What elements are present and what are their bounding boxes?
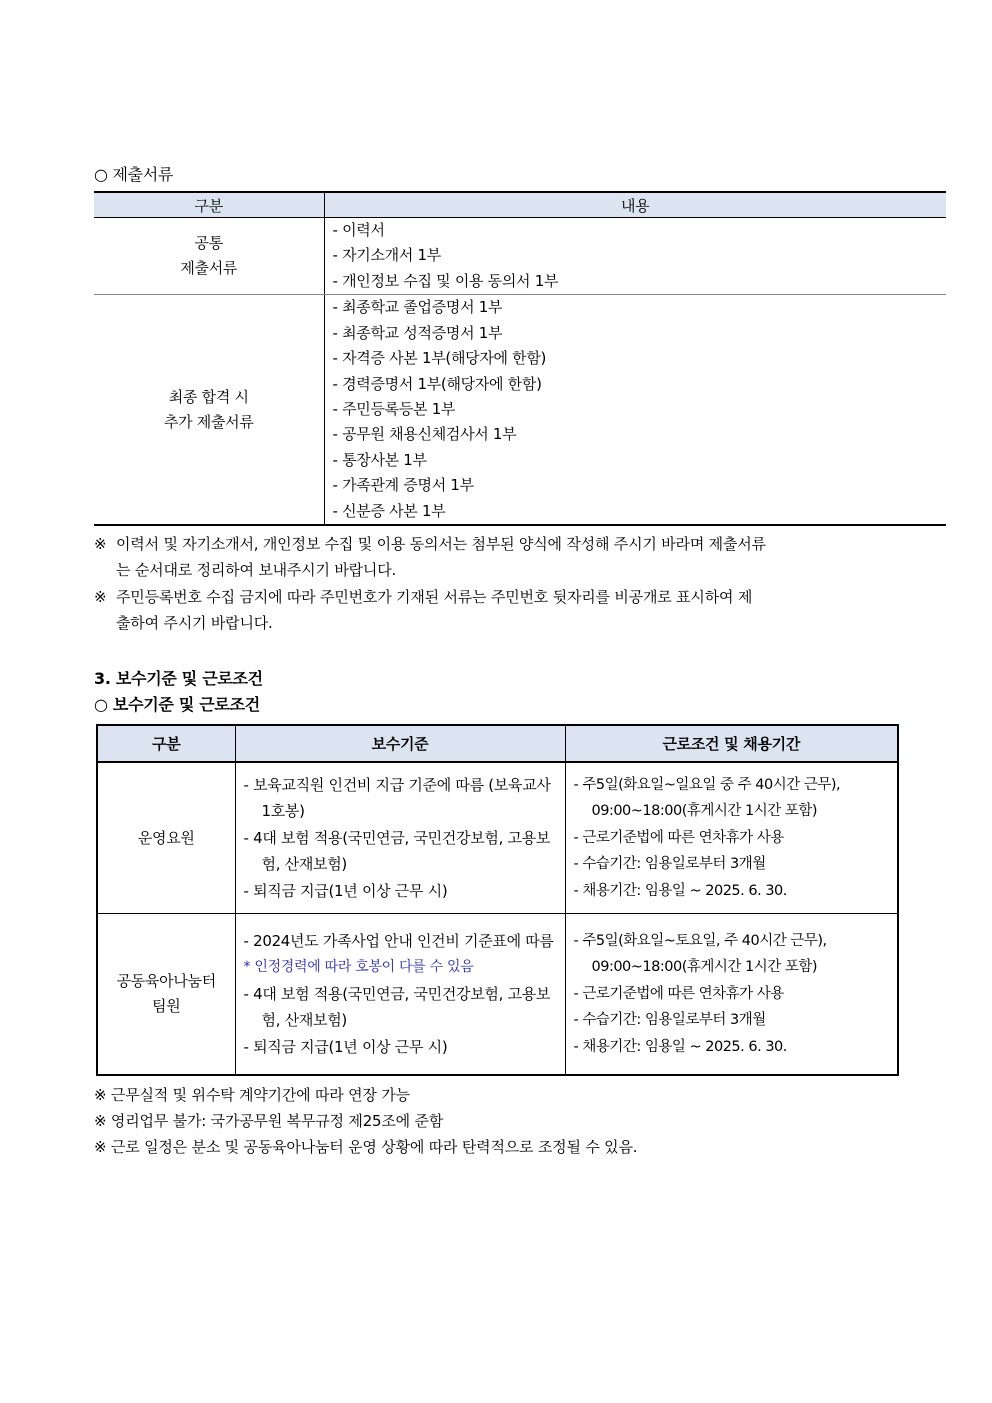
table-header-row xyxy=(97,725,898,762)
list-item: - 자격증 사본 1부(해당자에 한함) xyxy=(332,349,547,368)
category-line: 공동육아나눔터 xyxy=(116,972,216,990)
list-item: - 채용기간: 임용일 ~ 2025. 6. 30. xyxy=(573,1038,787,1055)
note-pay-2: ※ 영리업무 불가: 국가공무원 복무규정 제25조에 준함 xyxy=(94,1112,444,1130)
list-item: - 주민등록등본 1부 xyxy=(332,400,456,419)
row-pay xyxy=(235,914,565,1076)
note-documents-2 xyxy=(94,584,904,636)
section-heading-documents: ○ 제출서류 xyxy=(94,165,174,184)
list-item: - 주5일(화요일~일요일 중 주 40시간 근무), 09:00~18:00(휴게시간 1시간 포함) xyxy=(573,776,841,820)
note-text-continued: 는 순서대로 정리하여 보내주시기 바랍니다. xyxy=(116,561,397,579)
row-category xyxy=(97,914,235,1076)
row-category xyxy=(94,295,324,526)
list-item: - 개인정보 수집 및 이용 동의서 1부 xyxy=(332,271,559,290)
list-item: - 4대 보험 적용(국민연금, 국민건강보험, 고용보험, 산재보험) xyxy=(243,984,551,1030)
header-pay: 보수기준 xyxy=(235,725,565,762)
table-row xyxy=(97,914,898,1076)
row-conditions xyxy=(565,914,898,1076)
category-line: 운영요원 xyxy=(137,828,195,847)
row-items xyxy=(324,295,946,526)
row-category xyxy=(97,762,235,914)
table-row xyxy=(94,218,946,295)
category-line: 제출서류 xyxy=(180,259,238,278)
list-item: - 퇴직금 지급(1년 이상 근무 시) xyxy=(243,881,448,900)
list-item: - 가족관계 증명서 1부 xyxy=(332,476,474,495)
note-mark: ※ xyxy=(94,535,107,553)
note-text: 주민등록번호 수집 금지에 따라 주민번호가 기재된 서류는 주민번호 뒷자리를 비공개로 표시하여 제 xyxy=(116,588,753,606)
pay-conditions-table xyxy=(96,724,899,1076)
category-line: 추가 제출서류 xyxy=(163,412,254,431)
list-item: - 4대 보험 적용(국민연금, 국민건강보험, 고용보험, 산재보험) xyxy=(243,828,551,874)
list-item: - 신분증 사본 1부 xyxy=(332,501,446,520)
list-item: - 주5일(화요일~토요일, 주 40시간 근무), 09:00~18:00(휴게시간 1시간 포함) xyxy=(573,932,827,976)
header-content: 내용 xyxy=(324,192,946,218)
list-item: - 경력증명서 1부(해당자에 한함) xyxy=(332,374,542,393)
list-item: - 근로기준법에 따른 연차휴가 사용 xyxy=(573,985,784,1002)
section-number-heading: 3. 보수기준 및 근로조건 xyxy=(94,669,263,688)
header-category: 구분 xyxy=(94,192,324,218)
list-item: - 최종학교 졸업증명서 1부 xyxy=(332,298,503,317)
table-row xyxy=(97,762,898,914)
note-mark: ※ xyxy=(94,588,107,606)
pay-note: * 인정경력에 따라 호봉이 다를 수 있음 xyxy=(243,959,474,976)
list-item: - 최종학교 성적증명서 1부 xyxy=(332,323,503,342)
category-line: 최종 합격 시 xyxy=(168,387,249,406)
header-conditions: 근로조건 및 채용기간 xyxy=(565,725,898,762)
table-header-row xyxy=(94,192,946,218)
note-text: 이력서 및 자기소개서, 개인정보 수집 및 이용 동의서는 첨부된 양식에 작성해 주시기 바라며 제출서류 xyxy=(116,535,766,553)
row-category xyxy=(94,218,324,295)
list-item: - 통장사본 1부 xyxy=(332,450,427,469)
list-item: - 수습기간: 임용일로부터 3개월 xyxy=(573,856,766,873)
row-pay xyxy=(235,762,565,914)
table-row xyxy=(94,295,946,526)
list-item: - 근로기준법에 따른 연차휴가 사용 xyxy=(573,829,784,846)
list-item: - 보육교직원 인건비 지급 기준에 따름 (보육교사 1호봉) xyxy=(243,775,551,821)
list-item: - 공무원 채용신체검사서 1부 xyxy=(332,425,517,444)
note-documents-1 xyxy=(94,531,904,583)
note-text-continued: 출하여 주시기 바랍니다. xyxy=(116,614,273,632)
category-line: 팀원 xyxy=(152,997,181,1015)
row-items xyxy=(324,218,946,295)
list-item: - 채용기간: 임용일 ~ 2025. 6. 30. xyxy=(573,882,787,899)
header-category: 구분 xyxy=(97,725,235,762)
documents-table xyxy=(94,191,946,526)
section-heading-pay: ○ 보수기준 및 근로조건 xyxy=(94,695,260,714)
row-conditions xyxy=(565,762,898,914)
category-line: 공통 xyxy=(194,234,223,253)
note-pay-3: ※ 근로 일정은 분소 및 공동육아나눔터 운영 상황에 따라 탄력적으로 조정될 수 있음. xyxy=(94,1138,638,1156)
list-item: - 퇴직금 지급(1년 이상 근무 시) xyxy=(243,1037,448,1056)
list-item: - 수습기간: 임용일로부터 3개월 xyxy=(573,1012,766,1029)
list-item: - 이력서 xyxy=(332,221,385,239)
list-item: - 2024년도 가족사업 안내 인건비 기준표에 따름 xyxy=(243,931,554,950)
list-item: - 자기소개서 1부 xyxy=(332,246,441,265)
note-pay-1: ※ 근무실적 및 위수탁 계약기간에 따라 연장 가능 xyxy=(94,1086,410,1104)
